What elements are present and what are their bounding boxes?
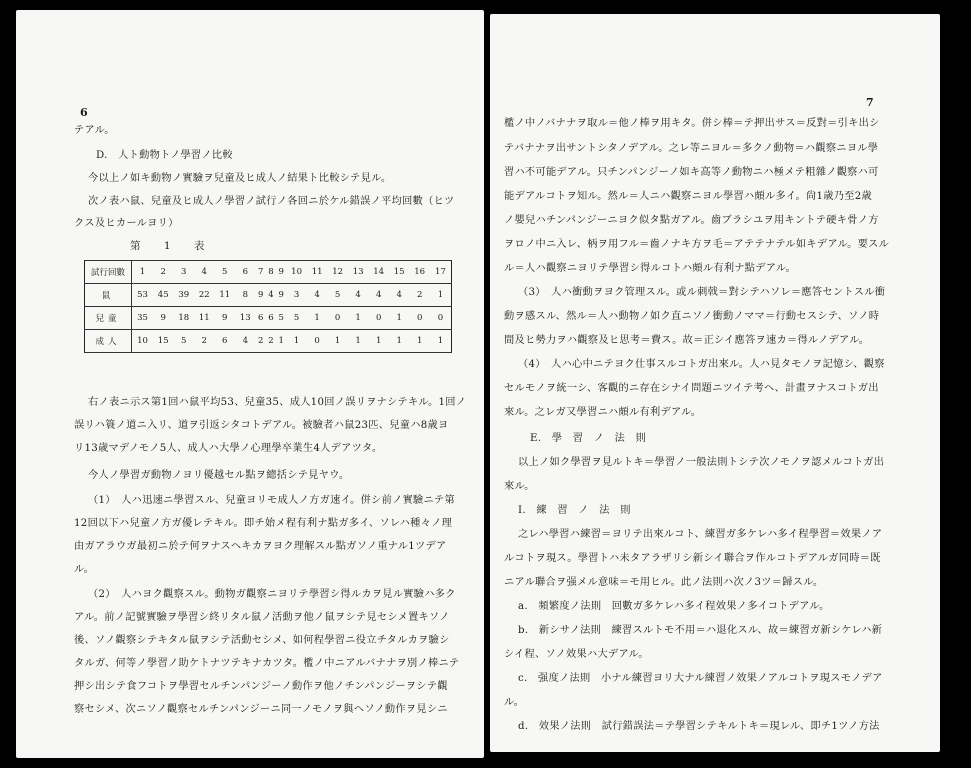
table-cell: 45	[153, 284, 174, 307]
text-line: 動ヲ感スル、然ル＝人ハ動物ノ如ク直ニソノ衝動ノママ＝行動セスシテ、ソノ時	[504, 311, 880, 322]
right-page-number: 7	[866, 96, 874, 109]
row-label: 兒童	[85, 307, 132, 330]
text-line: （1） 人ハ迅速ニ學習スル、兒童ヨリモ成人ノ方ガ速イ。併シ前ノ實驗ニテ第	[88, 495, 456, 506]
subsection-heading: I. 練 習 ノ 法 則	[518, 505, 631, 516]
trial-number: 11	[307, 261, 328, 284]
table-cell: 4	[235, 330, 256, 353]
trial-number: 9	[276, 261, 286, 284]
table-cell: 6	[266, 307, 276, 330]
text-line: 今以上ノ如キ動物ノ實驗ヲ兒童及ヒ成人ノ結果ト比較シテ見ル。	[88, 173, 392, 184]
trial-number: 13	[348, 261, 369, 284]
table-row-adult	[85, 330, 452, 353]
table-cell: 6	[215, 330, 236, 353]
trial-number: 12	[327, 261, 348, 284]
trial-number: 8	[266, 261, 276, 284]
table-cell: 2	[256, 330, 266, 353]
table-cell: 1	[389, 307, 410, 330]
text-line: 以上ノ如ク學習ヲ見ルトキ＝學習ノ一般法則トシテ次ノモノヲ認メルコトガ出	[518, 457, 885, 468]
table-cell: 1	[368, 330, 389, 353]
table-cell: 1	[348, 330, 369, 353]
table-cell: 4	[368, 284, 389, 307]
table-cell: 2	[266, 330, 276, 353]
text-line: 押シ出シテ食フコトヲ學習セルチンパンジーノ動作ヲ他ノチンパンジーヲシテ觀	[74, 681, 448, 692]
table-cell: 1	[327, 330, 348, 353]
text-line: （4） 人ハ心中ニテヨク仕事スルコトガ出來ル。人ハ見タモノヲ記憶シ、觀察	[518, 359, 885, 370]
table-cell: 2	[194, 330, 215, 353]
text-line: シイ程、ソノ效果ハ大デアル。	[504, 649, 649, 660]
text-line: テバナナヲ出サントシタノデアル。之レ等ニヨル＝多クノ動物＝ハ觀察ニヨル學	[504, 143, 879, 154]
table-cell: 1	[430, 284, 452, 307]
text-line: アル。前ノ記號實驗ヲ學習シ終リタル鼠ノ活動ヲ他ノ鼠ヲシテ見セシメ置キソノ	[74, 612, 450, 623]
text-line: 來ル。之レガ又學習ニハ頗ル有利デアル。	[504, 407, 702, 418]
trial-number: 16	[409, 261, 430, 284]
text-line: 由ガアラウガ最初ニ於テ何ヲナスヘキカヲヨク理解スル點ガソノ重ナル1ツデア	[74, 541, 447, 552]
table-cell: 0	[307, 330, 328, 353]
text-line: セルモノヲ統一シ、客觀的ニ存在シナイ問題ニツイテ考ヘ、計畫ヲナスコトガ出	[504, 383, 879, 394]
table-cell: 9	[153, 307, 174, 330]
table-cell: 1	[389, 330, 410, 353]
table-cell: 13	[235, 307, 256, 330]
text-line: d. 效果ノ法則 試行錯誤法＝テ學習シテキルトキ＝現レル、即チ1ツノ方法	[518, 721, 880, 732]
left-page	[16, 10, 484, 758]
text-line: 後、ソノ觀察シテキタル鼠ヲシテ活動セシメ、如何程學習ニ役立チタルカヲ驗シ	[74, 635, 450, 646]
table-cell: 0	[409, 307, 430, 330]
table-cell: 5	[276, 307, 286, 330]
table-cell: 0	[368, 307, 389, 330]
table-cell: 11	[194, 307, 215, 330]
table-cell: 22	[194, 284, 215, 307]
left-page-number: 6	[80, 106, 88, 119]
text-line: ルコトヲ現ス。學習トハ未タアラザリシ新シイ聯合ヲ作ルコトデアルガ同時＝既	[504, 553, 881, 564]
trial-number: 3	[173, 261, 194, 284]
row-label: 成人	[85, 330, 132, 353]
table-cell: 39	[173, 284, 194, 307]
table-cell: 1	[348, 307, 369, 330]
text-line: ル＝人ハ觀察ニヨリテ學習シ得ルコトハ頗ル有利ナ點デアル。	[504, 263, 797, 274]
trial-number: 7	[256, 261, 266, 284]
table-row-rat	[85, 284, 452, 307]
table-row-child	[85, 307, 452, 330]
text-line: 右ノ表ニ示ス第1回ハ鼠平均53、兒童35、成人10回ノ誤リヲナシテキル。1回ノ	[88, 397, 467, 408]
text-line: タルガ、何等ノ學習ノ助ケトナツテキナカツタ。檻ノ中ニアルバナナヲ別ノ棒ニテ	[74, 658, 460, 669]
table-cell: 9	[276, 284, 286, 307]
trial-number: 5	[215, 261, 236, 284]
table-cell: 4	[266, 284, 276, 307]
text-line: 能デアルコトヲ知ル。然ル＝人ニハ觀察ニヨル學習ハ頗ル多イ。尙1歳乃至2歳	[504, 191, 872, 202]
text-line: 習ハ不可能デアル。只チンパンジーノ如キ高等ノ動物ニハ極メテ粗雜ノ觀察ハ可	[504, 167, 879, 178]
table-cell: 9	[215, 307, 236, 330]
table-cell: 4	[348, 284, 369, 307]
section-heading-e: E. 學 習 ノ 法 則	[530, 433, 647, 444]
table-cell: 4	[307, 284, 328, 307]
text-line: 之レハ學習ハ練習＝ヨリテ出來ルコト、練習ガ多ケレハ多イ程學習＝效果ノア	[518, 529, 883, 540]
table-cell: 1	[430, 330, 452, 353]
text-line: ル。	[74, 564, 95, 575]
right-page	[490, 14, 940, 752]
table-cell: 5	[173, 330, 194, 353]
table-cell: 18	[173, 307, 194, 330]
text-line: 來ル。	[504, 481, 535, 492]
trial-number: 2	[153, 261, 174, 284]
table-cell: 10	[132, 330, 153, 353]
text-line: （2） 人ハヨク觀察スル。動物ガ觀察ニヨリテ學習シ得ルカヲ見ル實驗ハ多ク	[88, 589, 456, 600]
text-line: ノ嬰兒ハチンパンジーニヨク似タ點ガアル。齒ブラシユヲ用キントテ硬キ骨ノ方	[504, 215, 879, 226]
table-cell: 35	[132, 307, 153, 330]
table-cell: 1	[307, 307, 328, 330]
text-line: 間及ヒ勢力ヲハ觀察及ヒ思考＝費ス。故＝正シイ應答ヲ速カ＝得ルノデアル。	[504, 335, 870, 346]
text-line: ル。	[504, 697, 525, 708]
text-line: テアル。	[74, 125, 115, 136]
text-line: a. 頻繁度ノ法則 回數ガ多ケレハ多イ程效果ノ多イコトデアル。	[518, 601, 830, 612]
trial-number: 17	[430, 261, 452, 284]
table-cell: 11	[215, 284, 236, 307]
table-cell: 0	[430, 307, 452, 330]
text-line: （3） 人ハ衝動ヲヨク管理スル。或ル刺戟＝對シテハソレ＝應答セントスル衝	[518, 287, 886, 298]
row-label: 鼠	[85, 284, 132, 307]
table-cell: 4	[389, 284, 410, 307]
text-line: 察セシメ、次ニソノ觀察セルチンパンジーニ同一ノモノヲ與ヘソノ動作ヲ見シニ	[74, 704, 448, 715]
table-cell: 5	[327, 284, 348, 307]
table-header-row	[85, 261, 452, 284]
table-caption: 第 1 表	[130, 240, 215, 252]
table-cell: 15	[153, 330, 174, 353]
table-cell: 3	[286, 284, 307, 307]
table-cell: 1	[409, 330, 430, 353]
trial-number: 1	[132, 261, 153, 284]
text-line: b. 新シサノ法則 練習スルトモ不用＝ハ退化スル、故＝練習ガ新シケレハ新	[518, 625, 883, 636]
table-cell: 5	[286, 307, 307, 330]
table-cell: 9	[256, 284, 266, 307]
trial-number: 6	[235, 261, 256, 284]
trial-number: 15	[389, 261, 410, 284]
text-line: 次ノ表ハ鼠、兒童及ヒ成人ノ學習ノ試行ノ各回ニ於ケル錯誤ノ平均回數（ヒツ	[88, 196, 455, 207]
table-cell: 6	[256, 307, 266, 330]
table-cell: 0	[327, 307, 348, 330]
table-cell: 1	[276, 330, 286, 353]
text-line: ニアル聯合ヲ强メル意味＝モ用ヒル。此ノ法則ハ次ノ3ツ＝歸スル。	[504, 577, 824, 588]
table-cell: 2	[409, 284, 430, 307]
table-cell: 53	[132, 284, 153, 307]
text-line: リ13歳マデノモノ5人、成人ハ大學ノ心理學卒業生4人デアツタ。	[74, 443, 383, 454]
trial-number: 4	[194, 261, 215, 284]
text-line: 今人ノ學習ガ動物ノヨリ優越セル點ヲ總括シテ見ヤウ。	[88, 470, 350, 481]
table-header-label: 試行回數	[85, 261, 132, 284]
text-line: ヲロノ中ニ入レ、柄ヲ用フル＝齒ノナキ方ヲ毛＝アテテナテル如キデアル。要スル	[504, 239, 890, 250]
text-line: クス及ヒカールヨリ）	[74, 218, 179, 229]
trial-number: 14	[368, 261, 389, 284]
table-cell: 8	[235, 284, 256, 307]
table-cell: 1	[286, 330, 307, 353]
text-line: 誤リハ簑ノ道ニ入リ、道ヲ引返シタコトデアル。被驗者ハ鼠23匹、兒童ハ8歳ヨ	[74, 420, 449, 431]
section-heading-d: D. 人ト動物トノ學習ノ比較	[96, 150, 233, 161]
text-line: 檻ノ中ノバナナヲ取ル＝他ノ棒ヲ用キタ。併シ棒＝テ押出サス＝反對＝引キ出シ	[504, 118, 880, 129]
error-table	[84, 260, 452, 353]
text-line: 12回以下ハ兒童ノ方ガ優レテキル。即チ始メ程有利ナ點ガ多イ、ソレハ種々ノ理	[74, 518, 453, 529]
trial-number: 10	[286, 261, 307, 284]
text-line: c. 强度ノ法則 小ナル練習ヨリ大ナル練習ノ效果ノアルコトヲ現スモノデア	[518, 673, 883, 684]
